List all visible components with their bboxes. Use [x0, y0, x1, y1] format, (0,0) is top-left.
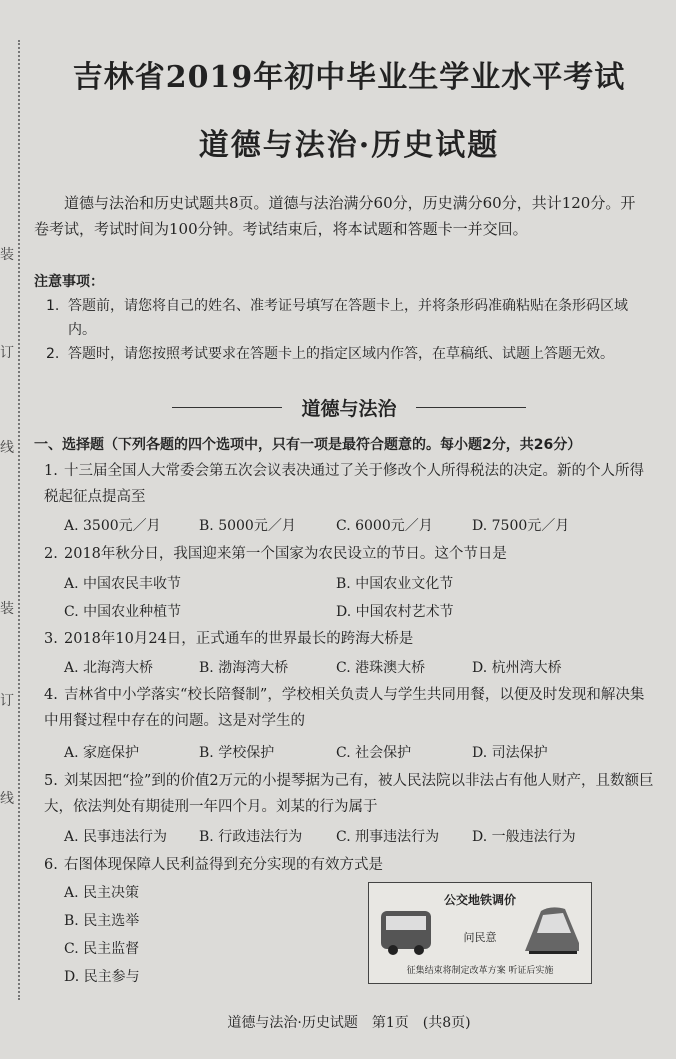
exam-intro: 道德与法治和历史试题共8页。道德与法治满分60分，历史满分60分，共计120分。开卷考试，考试时间为100分钟。考试结束后，将本试题和答题卡一并交回。 — [34, 194, 636, 238]
notice-item — [46, 342, 648, 366]
option-c[interactable]: C. 民主监督 — [64, 941, 140, 957]
part-title: 一、选择题（下列各题的四个选项中，只有一项是最符合题意的。每小题2分，共26分） — [34, 437, 582, 453]
option-c[interactable]: C. 港珠澳大桥 — [336, 660, 426, 676]
question-stem: 刘某因把“捡”到的价值2万元的小提琴据为己有，被人民法院以非法占有他人财产，且数额巨大，依法判处有期徒刑一年四个月。刘某的行为属于 — [44, 773, 654, 815]
margin-label: 订 — [0, 693, 14, 709]
notice-item — [46, 294, 648, 342]
margin-label: 线 — [0, 791, 14, 807]
page-footer: 道德与法治·历史试题 第1页 (共8页) — [227, 1015, 471, 1031]
question-number: 3. — [44, 631, 58, 647]
question-number: 1. — [44, 463, 58, 479]
section-heading — [34, 394, 664, 421]
option-b[interactable]: B. 5000元／月 — [199, 518, 296, 534]
option-d[interactable]: D. 杭州湾大桥 — [472, 660, 562, 676]
section-name: 道德与法治 — [301, 398, 397, 420]
subway-train-icon — [521, 903, 581, 957]
cut-line — [18, 40, 20, 1000]
notice-number: 1. — [46, 298, 60, 314]
binding-margin — [0, 0, 24, 1059]
option-d[interactable]: D. 7500元／月 — [472, 518, 570, 534]
option-b[interactable]: B. 中国农业文化节 — [336, 576, 454, 592]
option-d[interactable]: D. 司法保护 — [472, 745, 548, 761]
question-stem: 2018年秋分日，我国迎来第一个国家为农民设立的节日。这个节日是 — [64, 546, 507, 562]
option-d[interactable]: D. 民主参与 — [64, 969, 140, 985]
option-a[interactable]: A. 3500元／月 — [64, 518, 161, 534]
exam-page — [34, 0, 664, 1059]
option-c[interactable]: C. 社会保护 — [336, 745, 412, 761]
option-a[interactable]: A. 中国农民丰收节 — [64, 576, 182, 592]
question-6-figure — [368, 882, 592, 984]
question-number: 2. — [44, 546, 58, 562]
notice-number: 2. — [46, 346, 60, 362]
question-number: 4. — [44, 687, 58, 703]
question-1-options — [34, 515, 664, 539]
notice-text: 答题前，请您将自己的姓名、准考证号填写在答题卡上，并将条形码准确粘贴在条形码区域内。 — [68, 298, 628, 338]
question-5 — [44, 768, 654, 820]
option-c[interactable]: C. 中国农业种植节 — [64, 604, 182, 620]
exam-title: 吉林省2019年初中毕业生学业水平考试 — [72, 60, 626, 95]
question-stem: 右图体现保障人民利益得到充分实现的有效方式是 — [64, 857, 383, 873]
question-3 — [44, 626, 654, 652]
question-2-options — [34, 573, 664, 597]
question-number: 6. — [44, 857, 58, 873]
question-4 — [44, 682, 654, 734]
option-d[interactable]: D. 一般违法行为 — [472, 829, 576, 845]
question-2 — [44, 541, 654, 567]
question-5-options — [34, 826, 664, 850]
margin-label: 装 — [0, 601, 14, 617]
section-rule-left — [172, 407, 282, 408]
question-2-options — [34, 601, 664, 625]
option-b[interactable]: B. 行政违法行为 — [199, 829, 303, 845]
question-4-options — [34, 742, 664, 766]
question-1 — [44, 458, 654, 510]
option-c[interactable]: C. 6000元／月 — [336, 518, 433, 534]
option-a[interactable]: A. 北海湾大桥 — [64, 660, 154, 676]
margin-label: 装 — [0, 247, 14, 263]
question-3-options — [34, 657, 664, 681]
notice-text: 答题时，请您按照考试要求在答题卡上的指定区域内作答，在草稿纸、试题上答题无效。 — [68, 346, 614, 362]
option-a[interactable]: A. 家庭保护 — [64, 745, 140, 761]
question-stem: 十三届全国人大常委会第五次会议表决通过了关于修改个人所得税法的决定。新的个人所得税起征点提高至 — [44, 463, 644, 505]
option-b[interactable]: B. 民主选举 — [64, 913, 140, 929]
option-b[interactable]: B. 学校保护 — [199, 745, 275, 761]
section-rule-right — [416, 407, 526, 408]
question-number: 5. — [44, 773, 58, 789]
option-c[interactable]: C. 刑事违法行为 — [336, 829, 440, 845]
question-6 — [44, 852, 654, 878]
figure-title: 公交地铁调价 — [443, 893, 516, 907]
margin-label: 线 — [0, 440, 14, 456]
exam-subtitle: 道德与法治·历史试题 — [198, 128, 500, 163]
margin-label: 订 — [0, 345, 14, 361]
option-a[interactable]: A. 民事违法行为 — [64, 829, 168, 845]
figure-bottom-text: 征集结束将制定改革方案 听证后实施 — [406, 966, 554, 976]
question-stem: 吉林省中小学落实“校长陪餐制”，学校相关负责人与学生共同用餐，以便及时发现和解决集中用餐过程中存在的问题。这是对学生的 — [44, 687, 645, 729]
option-d[interactable]: D. 中国农村艺术节 — [336, 604, 454, 620]
option-b[interactable]: B. 渤海湾大桥 — [199, 660, 289, 676]
figure-middle-text: 问民意 — [463, 931, 497, 944]
notice-title: 注意事项： — [34, 274, 104, 290]
option-a[interactable]: A. 民主决策 — [64, 885, 140, 901]
question-stem: 2018年10月24日，正式通车的世界最长的跨海大桥是 — [64, 631, 414, 647]
